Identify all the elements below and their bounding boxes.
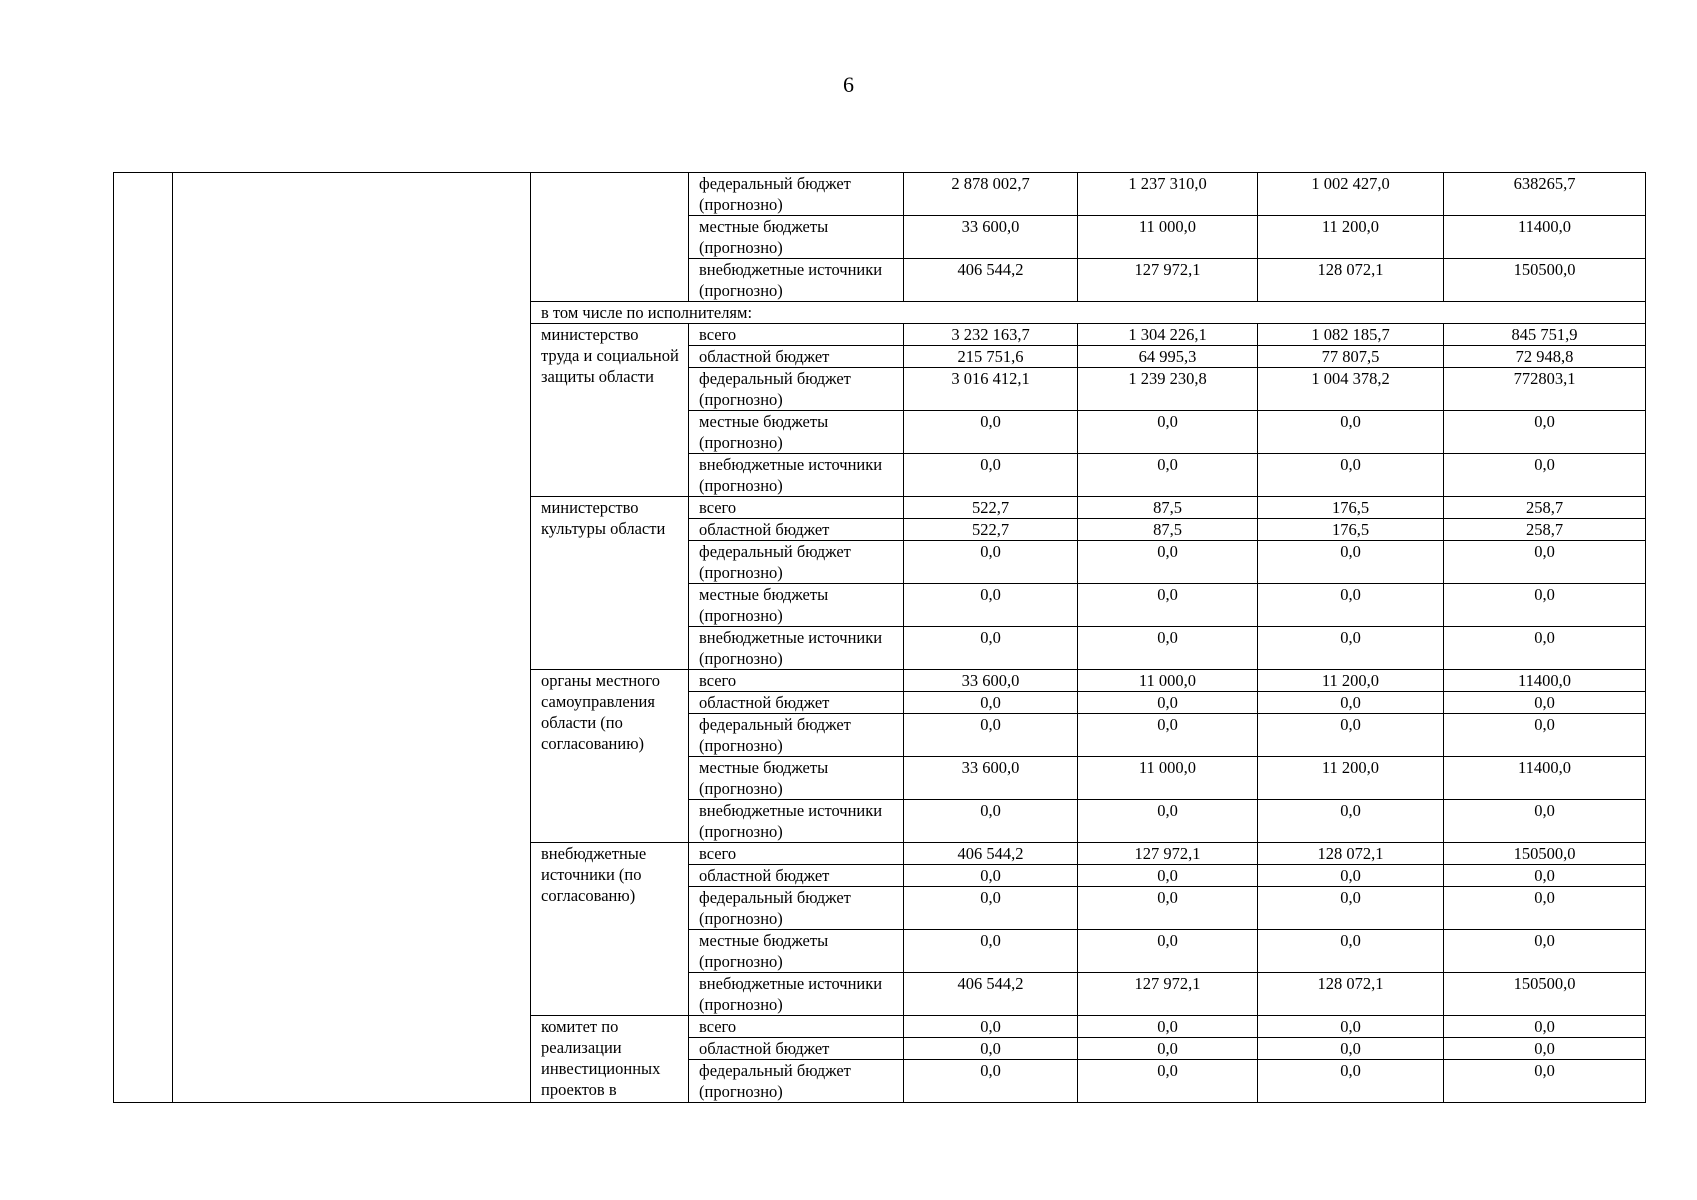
executor-cell [531,173,689,302]
executor-name: органы местного самоуправления области (по согласованию) [531,670,689,843]
value-cell: 11 200,0 [1258,670,1444,692]
source-label-cell: всего [689,324,904,346]
value-cell: 0,0 [1444,1038,1646,1060]
source-label-cell: местные бюджеты (прогнозно) [689,930,904,973]
value-cell: 258,7 [1444,497,1646,519]
value-cell: 0,0 [1444,454,1646,497]
source-label-cell: внебюджетные источники (прогнозно) [689,627,904,670]
value-cell: 0,0 [1444,411,1646,454]
value-cell: 3 232 163,7 [904,324,1078,346]
source-label-cell: федеральный бюджет (прогнозно) [689,714,904,757]
executor-name: министерство труда и социальной защиты области [531,324,689,497]
value-cell: 0,0 [1444,714,1646,757]
value-cell: 11 000,0 [1078,670,1258,692]
source-label-cell: внебюджетные источники (прогнозно) [689,973,904,1016]
value-cell: 0,0 [904,541,1078,584]
value-cell: 406 544,2 [904,973,1078,1016]
value-cell: 176,5 [1258,497,1444,519]
value-cell: 0,0 [1444,930,1646,973]
source-label-cell: всего [689,670,904,692]
value-cell: 0,0 [1078,800,1258,843]
value-cell: 522,7 [904,519,1078,541]
value-cell: 0,0 [1444,1016,1646,1038]
number-column-cell [114,173,173,1103]
value-cell: 0,0 [1258,1038,1444,1060]
value-cell: 0,0 [1444,865,1646,887]
value-cell: 2 878 002,7 [904,173,1078,216]
value-cell: 0,0 [1258,714,1444,757]
value-cell: 0,0 [1078,692,1258,714]
value-cell: 0,0 [1078,411,1258,454]
value-cell: 0,0 [1078,1060,1258,1103]
source-label-cell: областной бюджет [689,346,904,368]
source-label-cell: всего [689,497,904,519]
source-label-cell: местные бюджеты (прогнозно) [689,216,904,259]
value-cell: 0,0 [904,1016,1078,1038]
value-cell: 1 304 226,1 [1078,324,1258,346]
value-cell: 33 600,0 [904,216,1078,259]
source-label-cell: местные бюджеты (прогнозно) [689,584,904,627]
value-cell: 33 600,0 [904,670,1078,692]
value-cell: 0,0 [904,454,1078,497]
value-cell: 0,0 [904,411,1078,454]
value-cell: 638265,7 [1444,173,1646,216]
value-cell: 0,0 [1258,584,1444,627]
value-cell: 0,0 [1078,454,1258,497]
value-cell: 0,0 [904,584,1078,627]
value-cell: 150500,0 [1444,973,1646,1016]
source-label-cell: внебюджетные источники (прогнозно) [689,454,904,497]
budget-table [113,172,1646,1103]
value-cell: 11400,0 [1444,757,1646,800]
value-cell: 215 751,6 [904,346,1078,368]
value-cell: 0,0 [904,714,1078,757]
value-cell: 0,0 [1078,627,1258,670]
value-cell: 11400,0 [1444,216,1646,259]
value-cell: 522,7 [904,497,1078,519]
executor-name: внебюджетные источники (по согласованю) [531,843,689,1016]
source-label-cell: местные бюджеты (прогнозно) [689,411,904,454]
value-cell: 0,0 [1258,800,1444,843]
value-cell: 33 600,0 [904,757,1078,800]
source-label-cell: всего [689,1016,904,1038]
value-cell: 127 972,1 [1078,259,1258,302]
value-cell: 3 016 412,1 [904,368,1078,411]
value-cell: 0,0 [1258,1016,1444,1038]
value-cell: 0,0 [1444,692,1646,714]
executor-name: министерство культуры области [531,497,689,670]
value-cell: 176,5 [1258,519,1444,541]
subheader-cell: в том числе по исполнителям: [531,302,1646,324]
value-cell: 0,0 [1444,541,1646,584]
table-row [114,173,1646,216]
value-cell: 77 807,5 [1258,346,1444,368]
value-cell: 128 072,1 [1258,843,1444,865]
value-cell: 0,0 [904,692,1078,714]
value-cell: 0,0 [1258,930,1444,973]
value-cell: 0,0 [1258,887,1444,930]
value-cell: 72 948,8 [1444,346,1646,368]
value-cell: 11 000,0 [1078,216,1258,259]
table-body [114,173,1646,1103]
value-cell: 0,0 [904,800,1078,843]
source-label-cell: всего [689,843,904,865]
value-cell: 0,0 [1258,692,1444,714]
value-cell: 0,0 [1258,1060,1444,1103]
source-label-cell: областной бюджет [689,1038,904,1060]
value-cell: 150500,0 [1444,259,1646,302]
value-cell: 11 000,0 [1078,757,1258,800]
value-cell: 87,5 [1078,519,1258,541]
value-cell: 0,0 [904,930,1078,973]
value-cell: 406 544,2 [904,843,1078,865]
value-cell: 0,0 [904,865,1078,887]
source-label-cell: областной бюджет [689,865,904,887]
value-cell: 0,0 [1078,887,1258,930]
value-cell: 0,0 [1444,887,1646,930]
value-cell: 0,0 [1444,800,1646,843]
value-cell: 1 239 230,8 [1078,368,1258,411]
value-cell: 0,0 [1444,584,1646,627]
value-cell: 0,0 [1258,627,1444,670]
value-cell: 0,0 [1078,1038,1258,1060]
value-cell: 845 751,9 [1444,324,1646,346]
executor-name: комитет по реализации инвестиционных проектов в [531,1016,689,1103]
source-label-cell: внебюджетные источники (прогнозно) [689,259,904,302]
page-number: 6 [843,72,854,97]
value-cell: 1 002 427,0 [1258,173,1444,216]
source-label-cell: федеральный бюджет (прогнозно) [689,1060,904,1103]
measure-name-cell [173,173,531,1103]
source-label-cell: местные бюджеты (прогнозно) [689,757,904,800]
value-cell: 0,0 [1078,865,1258,887]
value-cell: 11400,0 [1444,670,1646,692]
value-cell: 0,0 [1078,1016,1258,1038]
value-cell: 11 200,0 [1258,216,1444,259]
source-label-cell: федеральный бюджет (прогнозно) [689,541,904,584]
source-label-cell: областной бюджет [689,519,904,541]
value-cell: 87,5 [1078,497,1258,519]
value-cell: 127 972,1 [1078,843,1258,865]
source-label-cell: федеральный бюджет (прогнозно) [689,368,904,411]
value-cell: 0,0 [1444,1060,1646,1103]
value-cell: 0,0 [904,887,1078,930]
value-cell: 0,0 [904,1060,1078,1103]
source-label-cell: областной бюджет [689,692,904,714]
source-label-cell: федеральный бюджет (прогнозно) [689,887,904,930]
value-cell: 0,0 [1078,930,1258,973]
value-cell: 0,0 [1078,584,1258,627]
value-cell: 772803,1 [1444,368,1646,411]
value-cell: 0,0 [1078,541,1258,584]
source-label-cell: внебюджетные источники (прогнозно) [689,800,904,843]
value-cell: 0,0 [1258,454,1444,497]
value-cell: 406 544,2 [904,259,1078,302]
value-cell: 11 200,0 [1258,757,1444,800]
value-cell: 128 072,1 [1258,259,1444,302]
value-cell: 150500,0 [1444,843,1646,865]
value-cell: 0,0 [1078,714,1258,757]
value-cell: 64 995,3 [1078,346,1258,368]
value-cell: 1 004 378,2 [1258,368,1444,411]
value-cell: 1 237 310,0 [1078,173,1258,216]
value-cell: 127 972,1 [1078,973,1258,1016]
value-cell: 1 082 185,7 [1258,324,1444,346]
value-cell: 0,0 [1258,865,1444,887]
value-cell: 0,0 [1258,541,1444,584]
source-label-cell: федеральный бюджет (прогнозно) [689,173,904,216]
value-cell: 0,0 [1258,411,1444,454]
value-cell: 0,0 [904,627,1078,670]
value-cell: 128 072,1 [1258,973,1444,1016]
value-cell: 0,0 [904,1038,1078,1060]
value-cell: 258,7 [1444,519,1646,541]
value-cell: 0,0 [1444,627,1646,670]
